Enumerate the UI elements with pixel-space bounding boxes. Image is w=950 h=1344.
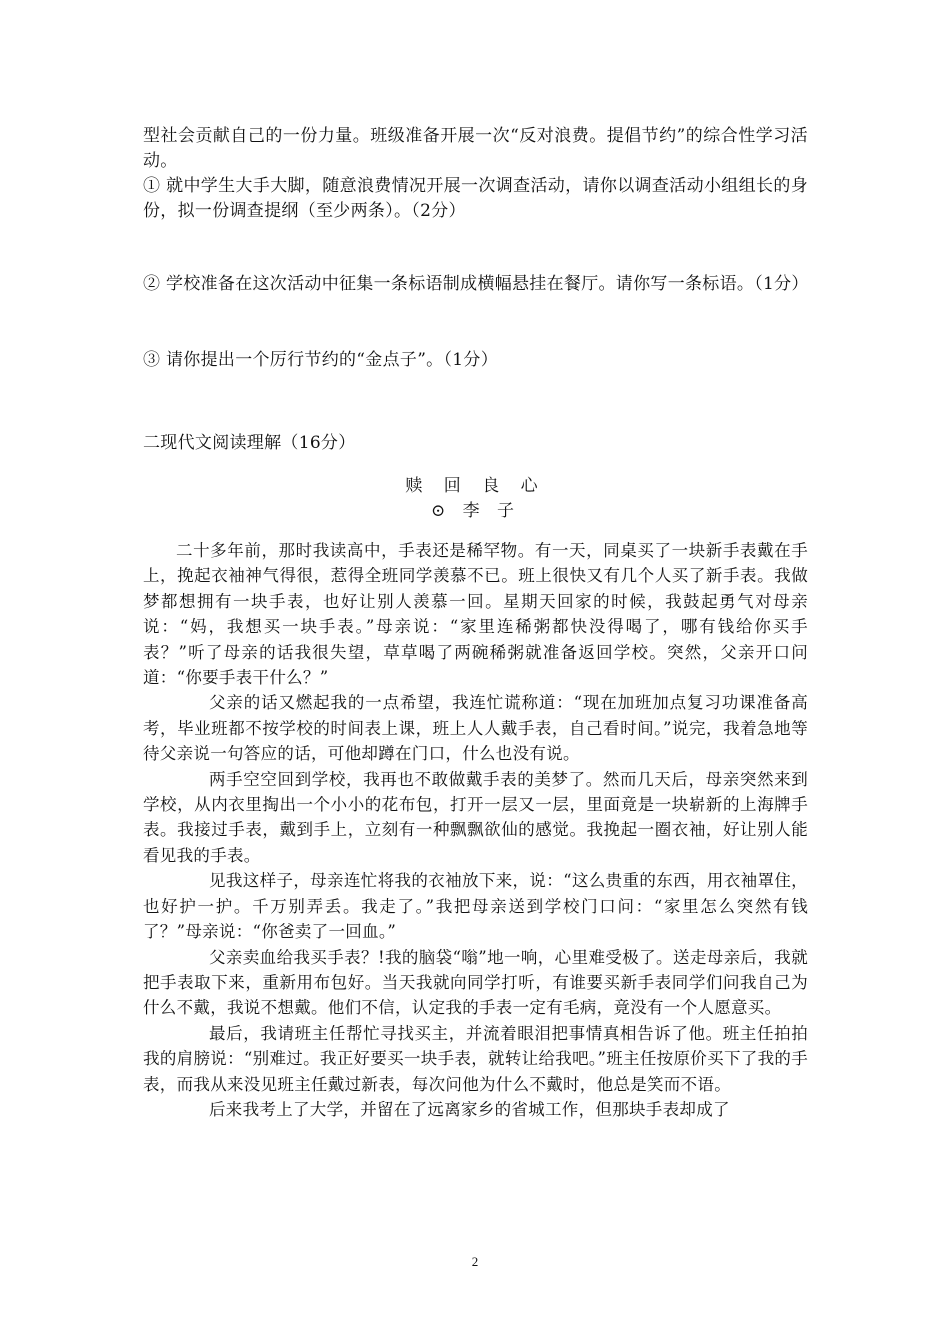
page-content — [143, 124, 808, 1122]
question-2: ② 学校准备在这次活动中征集一条标语制成横幅悬挂在餐厅。请你写一条标语。（1分） — [143, 274, 809, 294]
essay-body — [143, 538, 808, 1122]
answer-space-2 — [143, 297, 808, 348]
intro-text: 型社会贡献自己的一份力量。班级准备开展一次“反对浪费。提倡节约”的综合性学习活动。 — [143, 126, 808, 171]
section-heading: 二现代文阅读理解（16分） — [143, 433, 356, 453]
answer-space-3 — [143, 373, 808, 431]
essay-paragraph: 父亲的话又燃起我的一点希望，我连忙谎称道：“现在加班加点复习功课准备高考，毕业班都不按学校的时间表上课，班上人人戴手表，自己看时间。”说完，我着急地等待父亲说一句答应的话，可他却蹲在门口，什么也没有说。 — [143, 693, 808, 764]
question-1: ① 就中学生大手大脚，随意浪费情况开展一次调查活动，请你以调查活动小组组长的身份，拟一份调查提纲（至少两条）。（2分） — [143, 176, 808, 221]
page-number: 2 — [471, 1254, 479, 1269]
essay-header — [143, 474, 808, 524]
essay-title: 赎 回 良 心 — [405, 476, 546, 496]
essay-paragraph: 见我这样子，母亲连忙将我的衣袖放下来，说：“这么贵重的东西，用衣袖罩住，也好护一护。千万别弄丢。我走了。”我把母亲送到学校门口问：“家里怎么突然有钱了？”母亲说：“你爸卖了一回血。” — [143, 871, 808, 942]
question-3: ③ 请你提出一个厉行节约的“金点子”。（1分） — [143, 350, 499, 370]
essay-paragraph: 父亲卖血给我买手表？!我的脑袋“嗡”地一响，心里难受极了。送走母亲后，我就把手表取下来，重新用布包好。当天我就向同学打听，有谁要买新手表同学们问我自己为什么不戴，我说不想戴。他们不信，认定我的手表一定有毛病，竟没有一个人愿意买。 — [143, 947, 808, 1018]
essay-paragraph: 最后，我请班主任帮忙寻找买主，并流着眼泪把事情真相告诉了他。班主任拍拍我的肩膀说：“别难过。我正好要买一块手表，就转让给我吧。”班主任按原价买下了我的手表，而我从来没见班主任戴过新表，每次问他为什么不戴时，他总是笑而不语。 — [143, 1023, 808, 1094]
essay-paragraph: 后来我考上了大学，并留在了远离家乡的省城工作，但那块手表却成了 — [209, 1099, 730, 1119]
essay-paragraph: 两手空空回到学校，我再也不敢做戴手表的美梦了。然而几天后，母亲突然来到学校，从内衣里掏出一个小小的花布包，打开一层又一层，里面竟是一块崭新的上海牌手表。我接过手表，戴到手上，立刻有一种飘飘欲仙的感觉。我挽起一圈衣袖，好让别人能看见我的手表。 — [143, 769, 808, 865]
answer-space-1 — [143, 224, 808, 272]
essay-paragraph: 二十多年前，那时我读高中，手表还是稀罕物。有一天，同桌买了一块新手表戴在手上，挽起衣袖神气得很，惹得全班同学羡慕不已。班上很快又有几个人买了新手表。我做梦都想拥有一块手表，也好让别人羡慕一回。星期天回家的时候，我鼓起勇气对母亲说：“妈，我想买一块手表。”母亲说：“家里连稀粥都快没得喝了，哪有钱给你买手表？”听了母亲的话我很失望，草草喝了两碗稀粥就准备返回学校。突然，父亲开口问道：“你要手表干什么？” — [143, 541, 808, 688]
essay-author: ⊙ 李 子 — [430, 501, 521, 521]
